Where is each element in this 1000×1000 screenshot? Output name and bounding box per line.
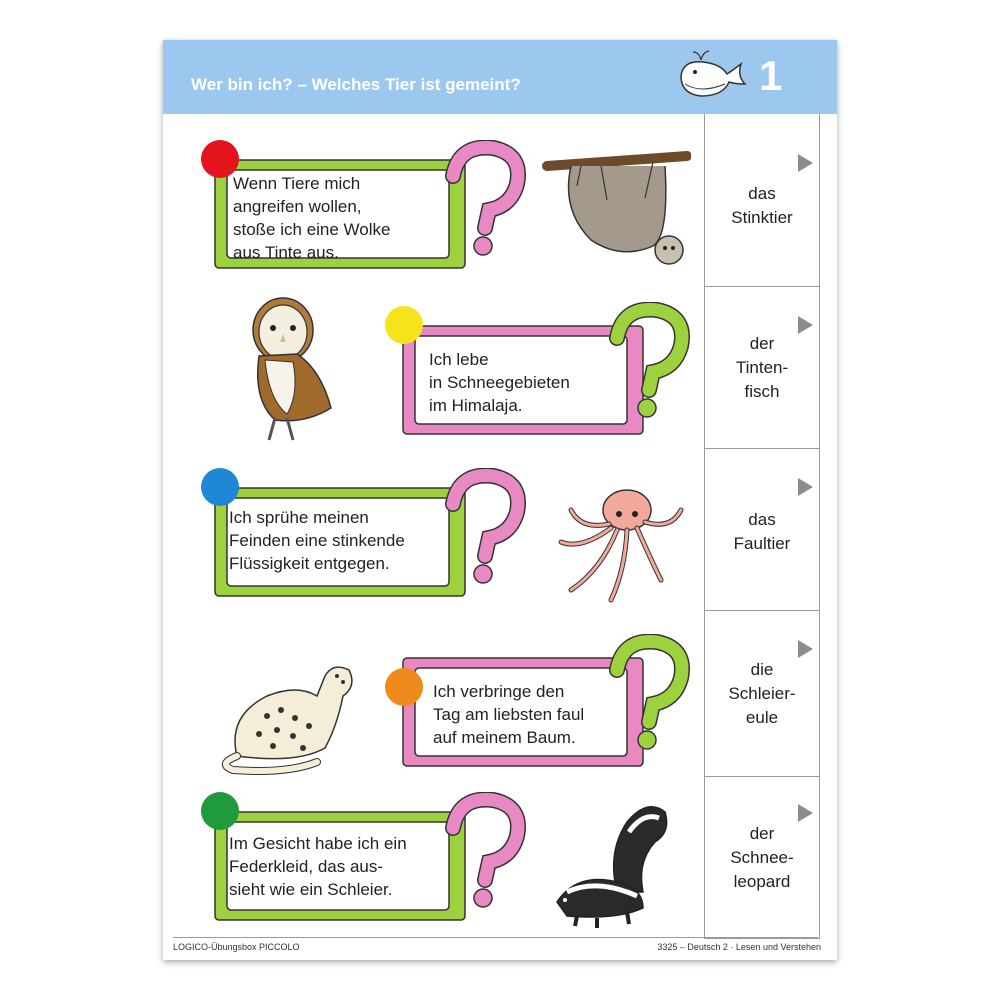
page-title: Wer bin ich? – Welches Tier ist gemeint? bbox=[191, 75, 521, 94]
footer-right: 3325 – Deutsch 2 · Lesen und Verstehen bbox=[657, 942, 821, 952]
arrow-right-icon bbox=[798, 640, 813, 658]
footer-divider bbox=[173, 937, 818, 938]
whale-icon bbox=[671, 48, 751, 106]
answer-text: das Stinktier bbox=[731, 184, 793, 227]
answer-text: der Tinten- fisch bbox=[735, 334, 789, 401]
answer-cell-5[interactable] bbox=[705, 776, 820, 939]
worksheet-card bbox=[163, 40, 837, 960]
answer-cell-1[interactable] bbox=[705, 114, 820, 287]
clue-card-1 bbox=[197, 140, 527, 280]
arrow-right-icon bbox=[798, 804, 813, 822]
blue-dot bbox=[201, 468, 239, 506]
clue-text: Im Gesicht habe ich ein Federkleid, das aus- sieht wie ein Schleier. bbox=[229, 834, 407, 899]
snow-leopard-icon bbox=[207, 636, 377, 776]
header-bar bbox=[163, 40, 837, 114]
clue-card-2 bbox=[383, 302, 703, 442]
green-dot bbox=[201, 792, 239, 830]
clue-card-4 bbox=[383, 634, 703, 774]
answer-cell-2[interactable] bbox=[705, 286, 820, 449]
clue-card-5 bbox=[197, 792, 527, 932]
orange-dot bbox=[385, 668, 423, 706]
card-number: 1 bbox=[759, 52, 783, 99]
answer-cell-4[interactable] bbox=[705, 610, 820, 777]
answer-text: die Schleier- eule bbox=[728, 660, 796, 727]
arrow-right-icon bbox=[798, 478, 813, 496]
clue-text: Ich verbringe den Tag am liebsten faul auf meinem Baum. bbox=[433, 682, 585, 747]
clue-card-3 bbox=[197, 468, 527, 608]
barn-owl-icon bbox=[235, 290, 355, 450]
answer-cell-3[interactable] bbox=[705, 448, 820, 611]
arrow-right-icon bbox=[798, 154, 813, 172]
answer-text: der Schnee- leopard bbox=[730, 824, 794, 891]
answer-text: das Faultier bbox=[733, 510, 791, 553]
yellow-dot bbox=[385, 306, 423, 344]
octopus-icon bbox=[541, 480, 691, 610]
sloth-icon bbox=[541, 150, 691, 280]
skunk-icon bbox=[547, 792, 677, 932]
footer-left: LOGICO-Übungsbox PICCOLO bbox=[173, 942, 300, 952]
clue-text: Ich sprühe meinen Feinden eine stinkende Flüssigkeit entgegen. bbox=[229, 508, 405, 573]
clue-text: Ich lebe in Schneegebieten im Himalaja. bbox=[429, 350, 570, 415]
clue-text: Wenn Tiere mich angreifen wollen, stoße ich eine Wolke aus Tinte aus. bbox=[233, 174, 391, 262]
